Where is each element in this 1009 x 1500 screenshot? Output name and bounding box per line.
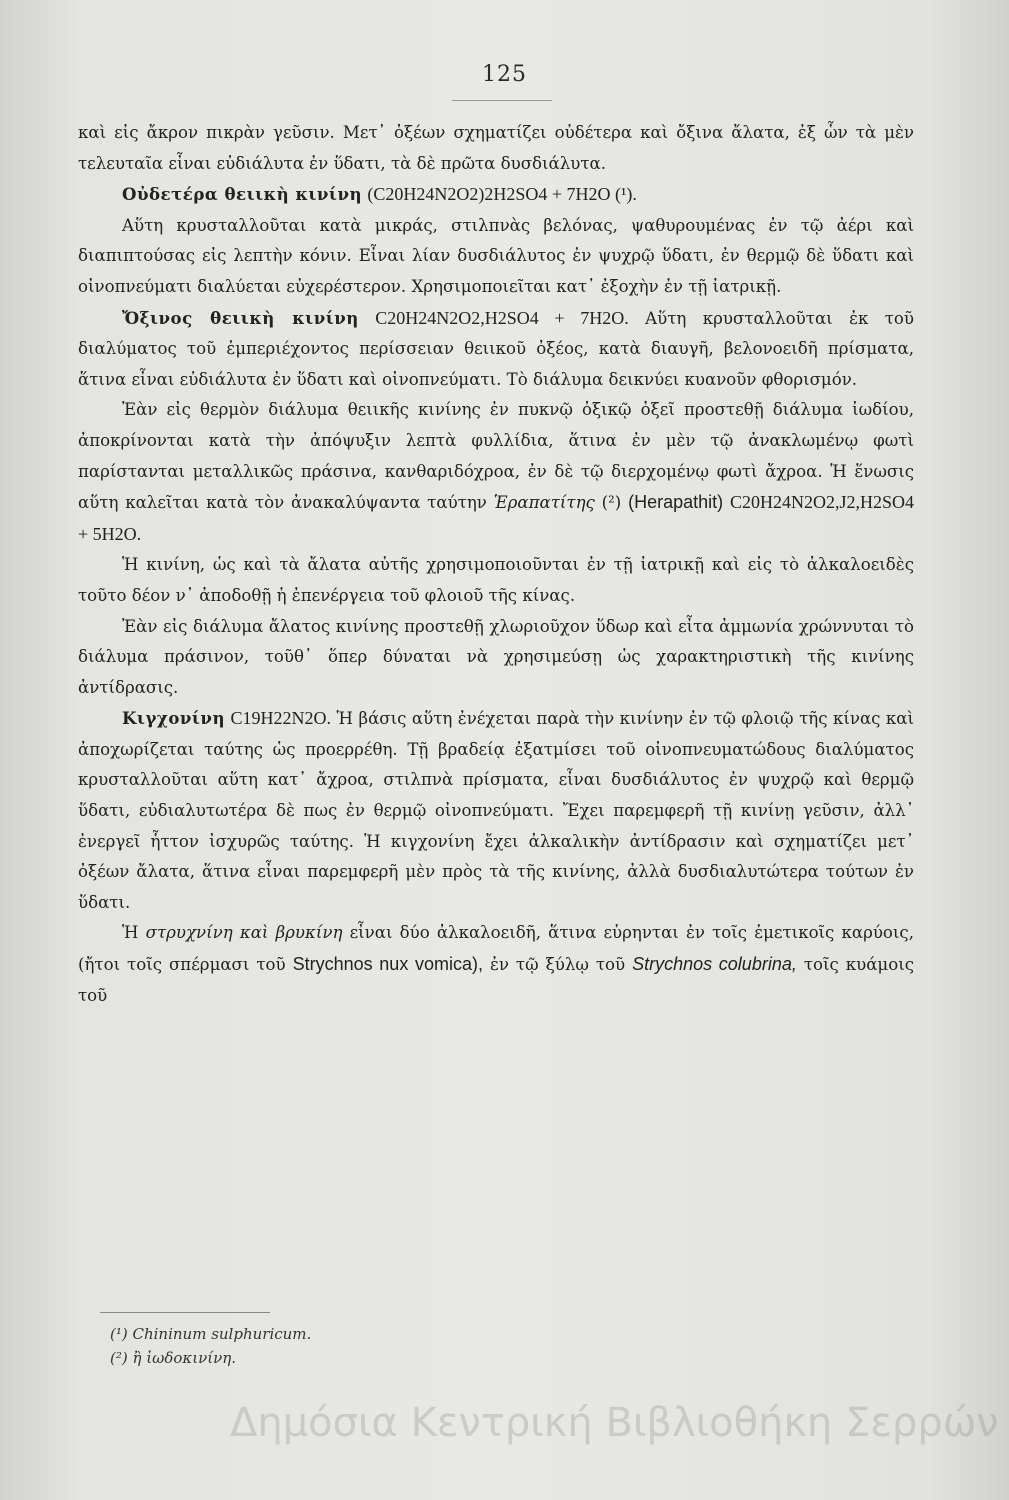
paragraph-neutral-quinine-sulfate: [78, 179, 914, 211]
formula-acid-quinine-sulfate: C20H24N2O2,H2SO4 + 7H2O.: [375, 307, 629, 328]
paragraph-cinchonine: [78, 703, 914, 918]
paragraph-4-text: Αὕτη κρυσταλλοῦται ἐκ τοῦ διαλύματος τοῦ ἐμπεριέχοντος περίσσειαν θειικοῦ ὀξέος, κατὰ διαυγῆ, βελονοειδῆ πρίσματα, ἅτινα εἶναι εὐδιάλυτα ἐν ὕδατι καὶ οἰνοπνεύματι. Τὸ διάλυμα δεικνύει κυανοῦν φθορισμόν.: [78, 308, 915, 389]
paragraph-5-text: Ἐὰν εἰς θερμὸν διάλυμα θειικῆς κινίνης ἐν πυκνῷ ὀξικῷ ὀξεῖ προστεθῇ διάλυμα ἰωδίου, ἀποκρίνονται κατὰ τὴν ἀπόψυξιν λεπτὰ φυλλίδια, ἅτινα ἐν μὲν τῷ ἀνακλωμένῳ φωτὶ παρίστανται μεταλλικῶς πράσινα, κανθαριδόχροα, ἐν δὲ τῷ διερχομένῳ φωτὶ ἄχροα. Ἡ ἕνωσις αὕτη καλεῖται κατὰ τὸν ἀνακαλύψαντα ταύτην: [78, 400, 914, 513]
footnote-ref-2: (²): [601, 493, 622, 513]
p9-start: Ἡ: [122, 923, 139, 943]
footnotes: [110, 1322, 810, 1370]
herapathite-greek-name: Ἑραπατίτης: [493, 493, 595, 513]
paragraph-7: Ἐὰν εἰς διάλυμα ἄλατος κινίνης προστεθῇ χλωριοῦχον ὕδωρ καὶ εἶτα ἀμμωνία χρώννυται τὸ διάλυμα πράσινον, τοῦθ᾽ ὅπερ δύναται νὰ χρησιμεύσῃ ὡς χαρακτηριστικὴ τῆς κινίνης ἀντίδρασις.: [78, 616, 914, 697]
heading-acid-quinine-sulfate: Ὄξινος θειικὴ κινίνη: [122, 307, 359, 328]
brucine-term: βρυκίνη: [275, 923, 343, 943]
paragraph-acid-quinine-sulfate: [78, 303, 914, 396]
formula-neutral-quinine-sulfate: (C20H24N2O2)2H2SO4 + 7H2O (¹).: [367, 184, 637, 205]
footnote-1: (¹) Chininum sulphuricum.: [110, 1325, 312, 1343]
body-text: [78, 118, 914, 1011]
paragraph-3: Αὕτη κρυσταλλοῦται κατὰ μικράς, στιλπνὰς βελόνας, ψαθυρουμένας ἐν τῷ ἀέρι καὶ διαπιπτούσας εἰς λεπτὴν κόνιν. Εἶναι λίαν δυσδιάλυτος ἐν ψυχρῷ ὕδατι, ἐν θερμῷ δὲ ὕδατι καὶ οἰνοπνεύματι διαλύεται εὐχερέστερον. Χρησιμοποιεῖται κατ᾽ ἐξοχὴν ἐν τῇ ἰατρικῇ.: [78, 215, 914, 296]
formula-herapathite: C20H24N2O2,J2,H2SO4 + 5H2O.: [78, 492, 915, 544]
formula-cinchonine: C19H22N2O.: [230, 708, 332, 729]
footnote-rule: [100, 1312, 270, 1313]
footnote-2: (²) ἢ ἰωδοκινίνη.: [110, 1349, 237, 1367]
paragraph-1: καὶ εἰς ἄκρον πικρὰν γεῦσιν. Μετ᾽ ὀξέων σχηματίζει οὐδέτερα καὶ ὄξινα ἄλατα, ἐξ ὧν τὰ μὲν τελευταῖα εἶναι εὐδιάλυτα ἐν ὕδατι, τὰ δὲ πρῶτα δυσδιάλυτα.: [78, 123, 914, 173]
library-watermark: Δημόσια Κεντρική Βιβλιοθήκη Σερρών: [230, 1400, 999, 1446]
paragraph-herapathite: [78, 395, 914, 550]
heading-neutral-quinine-sulfate: Οὐδετέρα θειικὴ κινίνη: [122, 184, 363, 205]
p9-mid2: ἐν τῷ ξύλῳ τοῦ: [489, 955, 626, 975]
strychnine-term: στρυχνίνη: [145, 923, 233, 943]
strychnos-nux-vomica: Strychnos nux vomica),: [292, 954, 484, 975]
paragraph-strychnine: [78, 918, 914, 1011]
header-rule: [452, 100, 552, 101]
p9-and: καὶ: [239, 923, 269, 943]
heading-cinchonine: Κιγχονίνη: [122, 708, 226, 729]
p9-mid: εἶναι δύο ἀλκαλοειδῆ, ἅτινα εὑρηνται ἐν τοῖς ἐμετικοῖς καρύοις, (ἤτοι τοῖς σπέρμασι τοῦ: [78, 923, 914, 975]
p9-end: τοῖς κυάμοις τοῦ: [78, 955, 914, 1005]
paragraph-6: Ἡ κινίνη, ὡς καὶ τὰ ἄλατα αὐτῆς χρησιμοποιοῦνται ἐν τῇ ἰατρικῇ καὶ εἰς τὸ ἀλκαλοειδὲς τοῦτο δέον ν᾽ ἀποδοθῇ ἡ ἐπενέργεια τοῦ φλοιοῦ τῆς κίνας.: [78, 555, 914, 605]
page-number: 125: [482, 62, 527, 87]
herapathite-latin-name: (Herapathit): [628, 492, 724, 513]
strychnos-colubrina: Strychnos colubrina,: [632, 954, 797, 975]
paragraph-8-text: Ἡ βάσις αὕτη ἐνέχεται παρὰ τὴν κινίνην ἐν τῷ φλοιῷ τῆς κίνας καὶ ἀποχωρίζεται ταύτης ὡς προερρέθη. Τῇ βραδείᾳ ἐξατμίσει τοῦ οἰνοπνευματώδους διαλύματος κρυσταλλοῦται αὕτη κατ᾽ ἄχροα, στιλπνὰ πρίσματα, εἶναι δυσδιάλυτος ἐν ψυχρῷ καὶ θερμῷ ὕδατι, εὐδιαλυτωτέρα δὲ πως ἐν θερμῷ οἰνοπνεύματι. Ἔχει παρεμφερῆ τῇ κινίνῃ γεῦσιν, ἀλλ᾽ ἐνεργεῖ ἧττον ἰσχυρῶς ταύτης. Ἡ κιγχονίνη ἔχει ἀλκαλικὴν ἀντίδρασιν καὶ σχηματίζει μετ᾽ ὀξέων ἄλατα, ἅτινα εἶναι παρεμφερῆ μὲν πρὸς τὰ τῆς κινίνης, ἀλλὰ δυσδιαλυτώτερα τούτων ἐν ὕδατι.: [78, 709, 915, 912]
